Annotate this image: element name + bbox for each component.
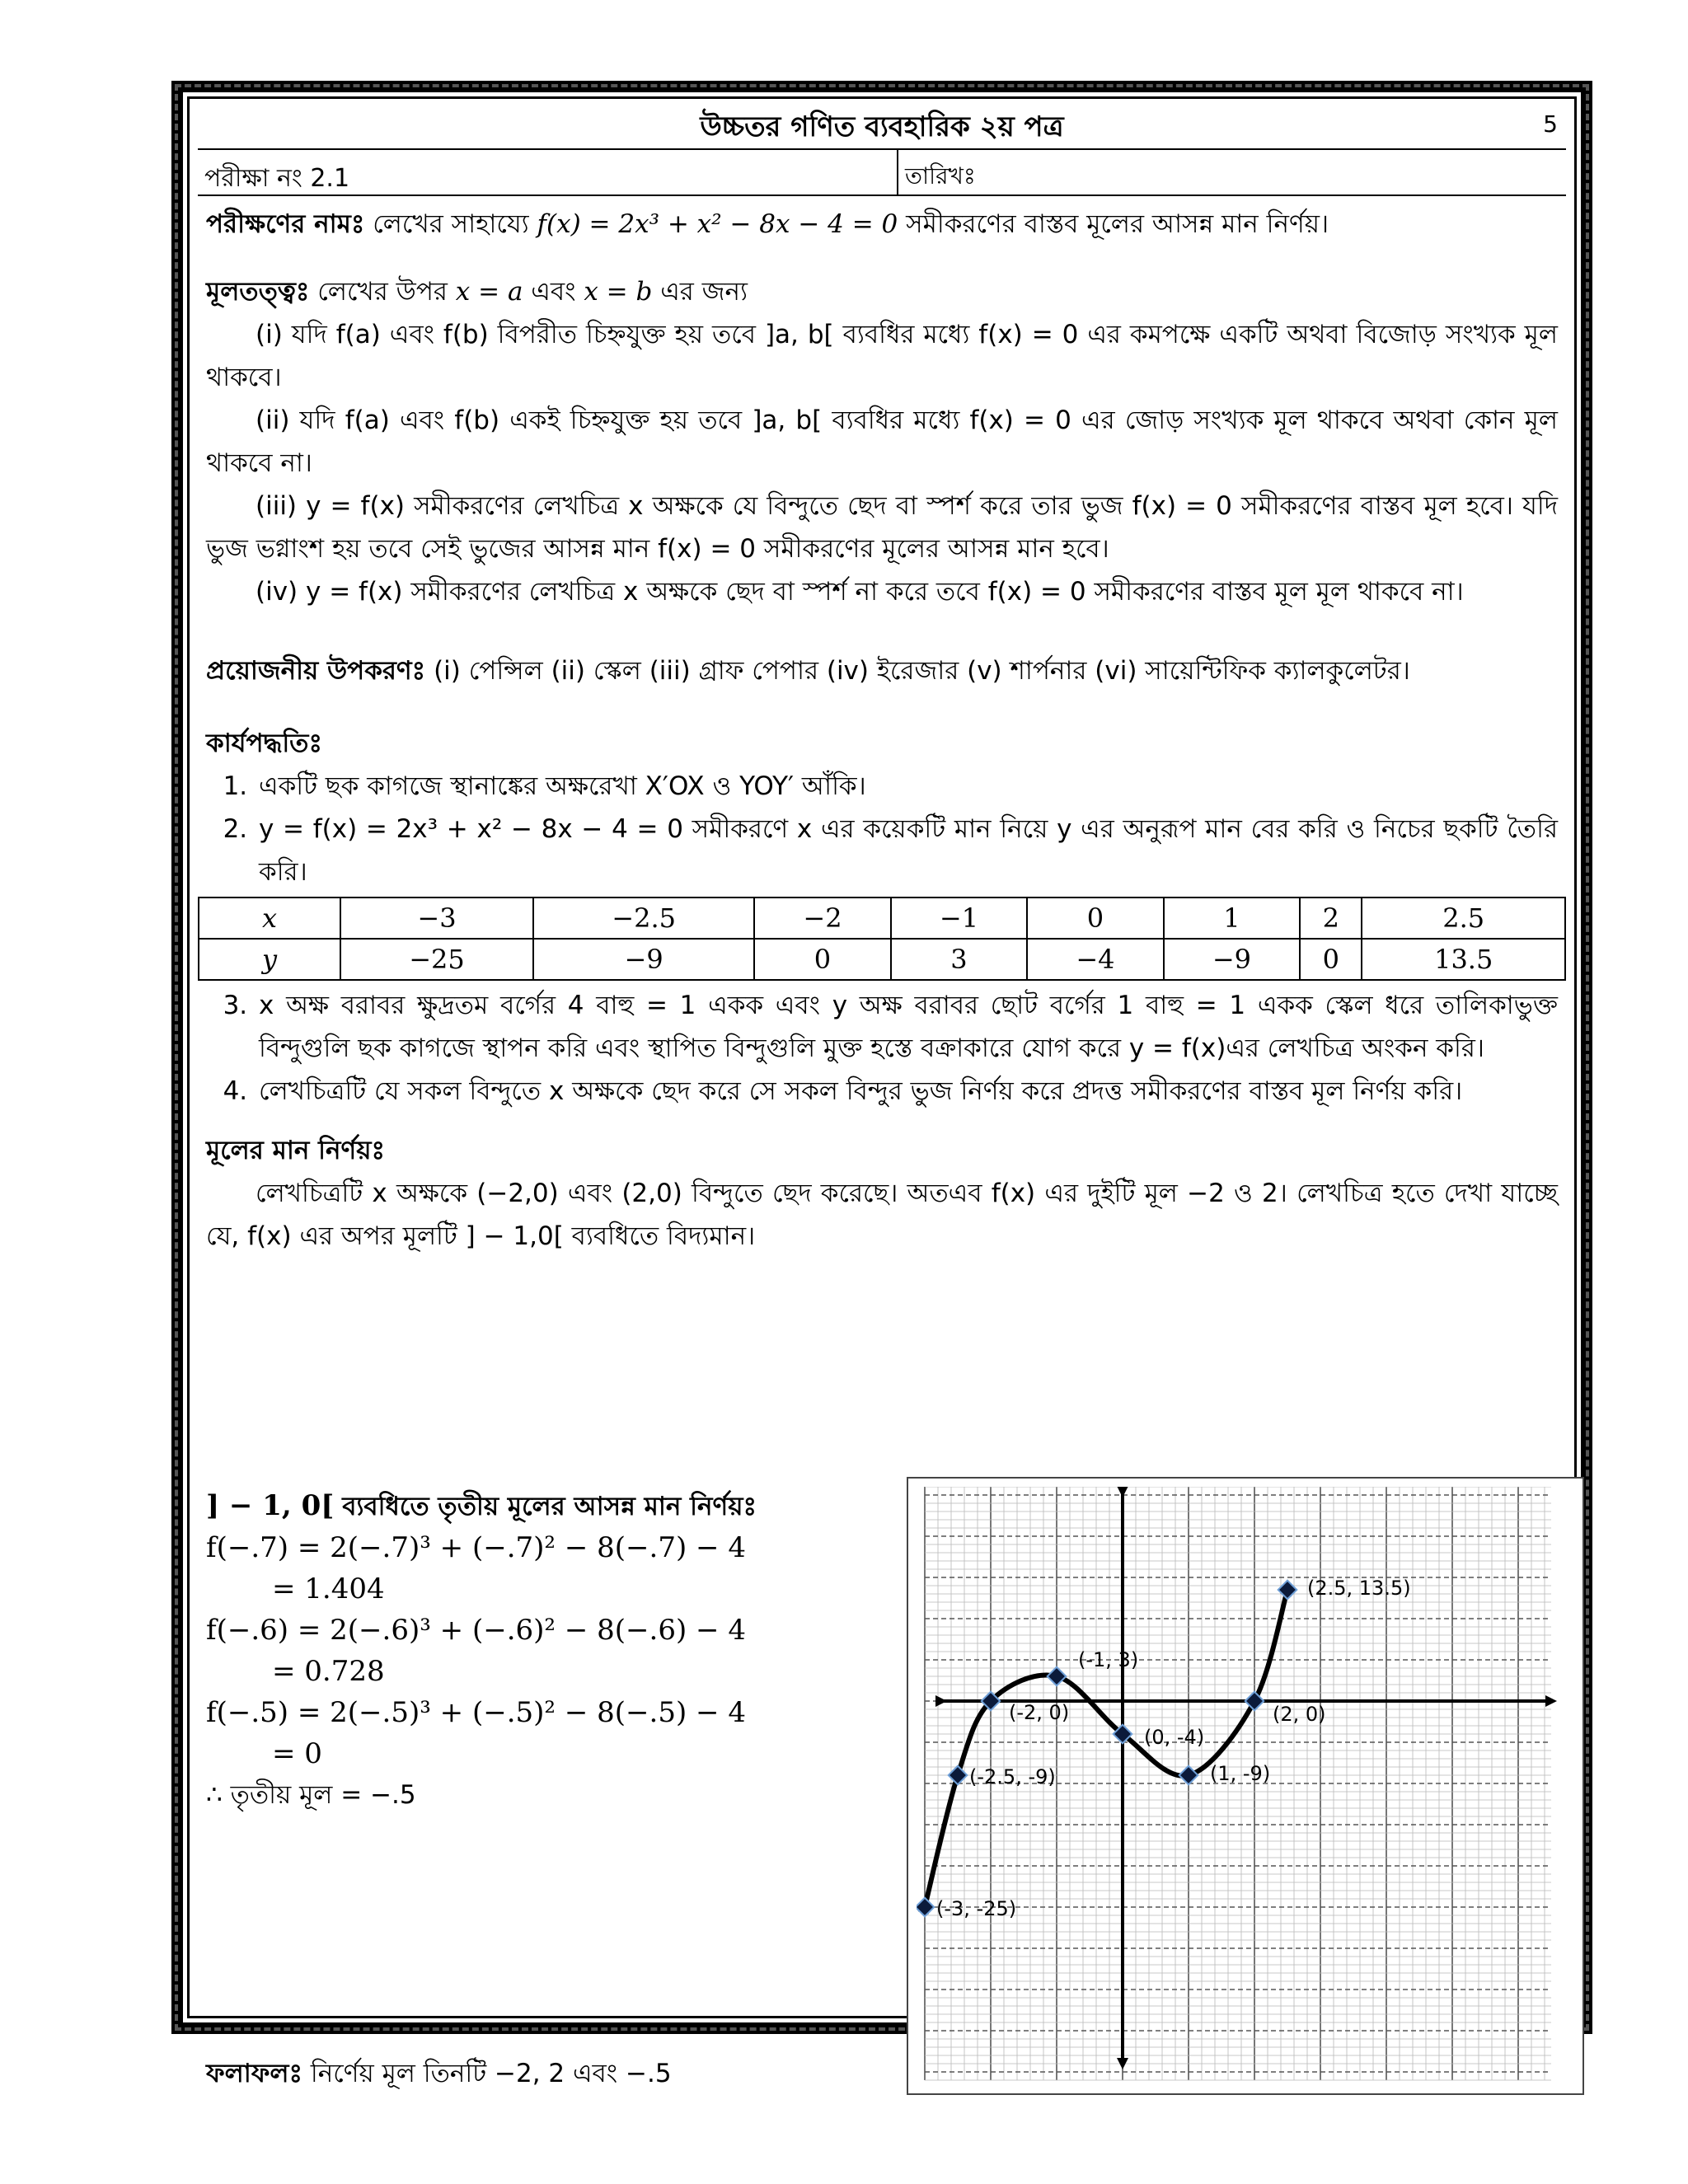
procedure-steps bbox=[206, 765, 1558, 893]
procedure-label: কার্যপদ্ধতিঃ bbox=[206, 729, 322, 758]
result-line bbox=[206, 2054, 672, 2097]
document-body-2 bbox=[198, 984, 1566, 1258]
table-cell: −3 bbox=[340, 898, 533, 939]
function-curve bbox=[925, 1590, 1287, 1907]
procedure-step-4: 4. লেখচিত্রটি যে সকল বিন্দুতে x অক্ষকে ছেদ করে সে সকল বিন্দুর ভুজ নির্ণয় করে প্রদত্ত সমীকরণের বাস্তব মূল নির্ণয় করি। bbox=[256, 1070, 1558, 1113]
data-point-label: (-3, -25) bbox=[936, 1897, 1017, 1920]
theory-and: এবং bbox=[531, 277, 576, 307]
header-row bbox=[198, 101, 1566, 150]
third-root-interval: ] − 1, 0[ bbox=[206, 1489, 335, 1522]
calc-expr-1: f(−.7) = 2(−.7)³ + (−.7)² − 8(−.7) − 4 bbox=[206, 1531, 746, 1564]
graph-panel bbox=[907, 1477, 1584, 2095]
data-point-marker bbox=[917, 1898, 934, 1917]
table-cell: 1 bbox=[1164, 898, 1300, 939]
table-cell: 0 bbox=[754, 939, 890, 980]
page-number: 5 bbox=[1543, 110, 1558, 138]
table-cell: −2.5 bbox=[533, 898, 754, 939]
procedure-step-3: 3. x অক্ষ বরাবর ক্ষুদ্রতম বর্গের 4 বাহু = 1 একক এবং y অক্ষ বরাবর ছোট বর্গের 1 বাহু = 1 একক স্কেল ধরে তালিকাভুক্ত বিন্দুগুলি ছক কাগজে স্থাপন করি এবং স্থাপিত বিন্দুগুলি মুক্ত হস্তে বক্রাকারে যোগ করে y = f(x)এর লেখচিত্র অংকন করি। bbox=[256, 984, 1558, 1070]
table-header-x: x bbox=[199, 898, 340, 939]
data-point-label: (-2, 0) bbox=[1009, 1701, 1070, 1724]
experiment-equation: f(x) = 2x³ + x² − 8x − 4 = 0 bbox=[537, 209, 898, 239]
roots-label bbox=[206, 1129, 1558, 1172]
theory-x-eq-a: x = a bbox=[455, 277, 523, 307]
meta-row bbox=[198, 150, 1566, 196]
page-border bbox=[171, 81, 1592, 2088]
table-cell: −9 bbox=[533, 939, 754, 980]
table-row-x bbox=[199, 898, 1565, 939]
table-cell: 2 bbox=[1300, 898, 1362, 939]
third-root-conclusion: ∴ তৃতীয় মূল = −.5 bbox=[206, 1780, 416, 1810]
theory-x-eq-b: x = b bbox=[584, 277, 653, 307]
data-point-label: (-2.5, -9) bbox=[969, 1765, 1056, 1788]
function-graph bbox=[917, 1487, 1576, 2087]
table-header-y: y bbox=[199, 939, 340, 980]
table-cell: −9 bbox=[1164, 939, 1300, 980]
theory-label: মূলতত্ত্বঃ bbox=[206, 277, 310, 307]
result-label: ফলাফলঃ bbox=[206, 2059, 303, 2088]
date-label: তারিখঃ bbox=[905, 162, 976, 190]
calc-expr-3: f(−.5) = 2(−.5)³ + (−.5)² − 8(−.5) − 4 bbox=[206, 1696, 746, 1729]
table-cell: 3 bbox=[891, 939, 1027, 980]
table-cell: 0 bbox=[1027, 898, 1163, 939]
data-point-label: (1, -9) bbox=[1210, 1762, 1271, 1785]
calc-result-2: = 0.728 bbox=[272, 1655, 385, 1688]
calc-result-3: = 0 bbox=[272, 1737, 322, 1770]
theory-point-3: (iii) y = f(x) সমীকরণের লেখচিত্র x অক্ষকে যে বিন্দুতে ছেদ বা স্পর্শ করে তার ভুজ f(x) = 0 সমীকরণের বাস্তব মূল হবে। যদি ভুজ ভগ্নাংশ হয় তবে সেই ভুজের আসন্ন মান f(x) = 0 সমীকরণের মূলের আসন্ন মান হবে। bbox=[206, 491, 1558, 564]
result-text: নির্ণেয় মূল তিনটি −2, 2 এবং −.5 bbox=[310, 2059, 672, 2088]
data-point-label: (2.5, 13.5) bbox=[1307, 1577, 1411, 1600]
data-point-label: (0, -4) bbox=[1144, 1726, 1205, 1749]
data-point-label: (2, 0) bbox=[1273, 1703, 1326, 1726]
third-root-title bbox=[206, 1485, 890, 1527]
theory-intro-pre: লেখের উপর bbox=[317, 277, 448, 307]
theory-point-2: (ii) যদি f(a) এবং f(b) একই চিহ্নযুক্ত হয় তবে ]a, b[ ব্যবধির মধ্যে f(x) = 0 এর জোড় সংখ্যক মূল থাকবে অথবা কোন মূল থাকবে না। bbox=[206, 405, 1558, 478]
roots-text: লেখচিত্রটি x অক্ষকে (−2,0) এবং (2,0) বিন্দুতে ছেদ করেছে। অতএব f(x) এর দুইটি মূল −2 ও 2। লেখচিত্র হতে দেখা যাচ্ছে যে, f(x) এর অপর মূলটি ] − 1,0[ ব্যবধিতে বিদ্যমান। bbox=[206, 1179, 1558, 1251]
table-cell: −4 bbox=[1027, 939, 1163, 980]
roots-label-text: মূলের মান নির্ণয়ঃ bbox=[206, 1136, 386, 1165]
calc-expr-2: f(−.6) = 2(−.6)³ + (−.6)² − 8(−.6) − 4 bbox=[206, 1614, 746, 1647]
procedure-steps-cont bbox=[206, 984, 1558, 1113]
theory-intro-post: এর জন্য bbox=[660, 277, 748, 307]
data-point-marker bbox=[1179, 1766, 1198, 1785]
theory-point-4: (iv) y = f(x) সমীকরণের লেখচিত্র x অক্ষকে ছেদ বা স্পর্শ না করে তবে f(x) = 0 সমীকরণের বাস্তব মূল মূল থাকবে না। bbox=[256, 577, 1464, 607]
table-cell: 2.5 bbox=[1362, 898, 1565, 939]
table-cell: −25 bbox=[340, 939, 533, 980]
exam-number: পরীক্ষা নং 2.1 bbox=[198, 150, 898, 194]
data-point-label: (-1, 3) bbox=[1078, 1648, 1139, 1671]
experiment-pre: লেখের সাহায্যে bbox=[373, 209, 529, 239]
experiment-name bbox=[206, 203, 1558, 246]
theory-intro bbox=[206, 270, 1558, 313]
data-point-marker bbox=[1048, 1667, 1067, 1686]
page-title: উচ্চতর গণিত ব্যবহারিক ২য় পত্র bbox=[700, 110, 1064, 143]
procedure-step-2: 2. y = f(x) = 2x³ + x² − 8x − 4 = 0 সমীকরণে x এর কয়েকটি মান নিয়ে y এর অনুরূপ মান বের করি ও নিচের ছকটি তৈরি করি। bbox=[256, 808, 1558, 893]
data-point-marker bbox=[1245, 1692, 1264, 1711]
page-content bbox=[198, 101, 1566, 2088]
experiment-label: পরীক্ষণের নামঃ bbox=[206, 209, 365, 239]
table-cell: −1 bbox=[891, 898, 1027, 939]
values-table bbox=[198, 897, 1566, 981]
equipment-text: (i) পেন্সিল (ii) স্কেল (iii) গ্রাফ পেপার (iv) ইরেজার (v) শার্পনার (vi) সায়েন্টিফিক ক্যালকুলেটর। bbox=[434, 656, 1410, 686]
third-root-block bbox=[206, 1485, 890, 1816]
theory-point-1: (i) যদি f(a) এবং f(b) বিপরীত চিহ্নযুক্ত হয় তবে ]a, b[ ব্যবধির মধ্যে f(x) = 0 এর কমপক্ষে একটি অথবা বিজোড় সংখ্যক মূল থাকবে। bbox=[206, 320, 1558, 392]
table-row-y bbox=[199, 939, 1565, 980]
table-cell: 13.5 bbox=[1362, 939, 1565, 980]
experiment-post: সমীকরণের বাস্তব মূলের আসন্ন মান নির্ণয়। bbox=[906, 209, 1329, 239]
equipment-label: প্রয়োজনীয় উপকরণঃ bbox=[206, 656, 426, 686]
third-root-title-text: ব্যবধিতে তৃতীয় মূলের আসন্ন মান নির্ণয়ঃ bbox=[342, 1492, 757, 1521]
table-cell: −2 bbox=[754, 898, 890, 939]
equipment bbox=[206, 649, 1558, 692]
document-body bbox=[198, 203, 1566, 893]
procedure-step-1: 1. একটি ছক কাগজে স্থানাঙ্কের অক্ষরেখা X′OX ও YOY′ আঁকি। bbox=[256, 765, 1558, 808]
calc-result-1: = 1.404 bbox=[272, 1572, 385, 1605]
table-cell: 0 bbox=[1300, 939, 1362, 980]
